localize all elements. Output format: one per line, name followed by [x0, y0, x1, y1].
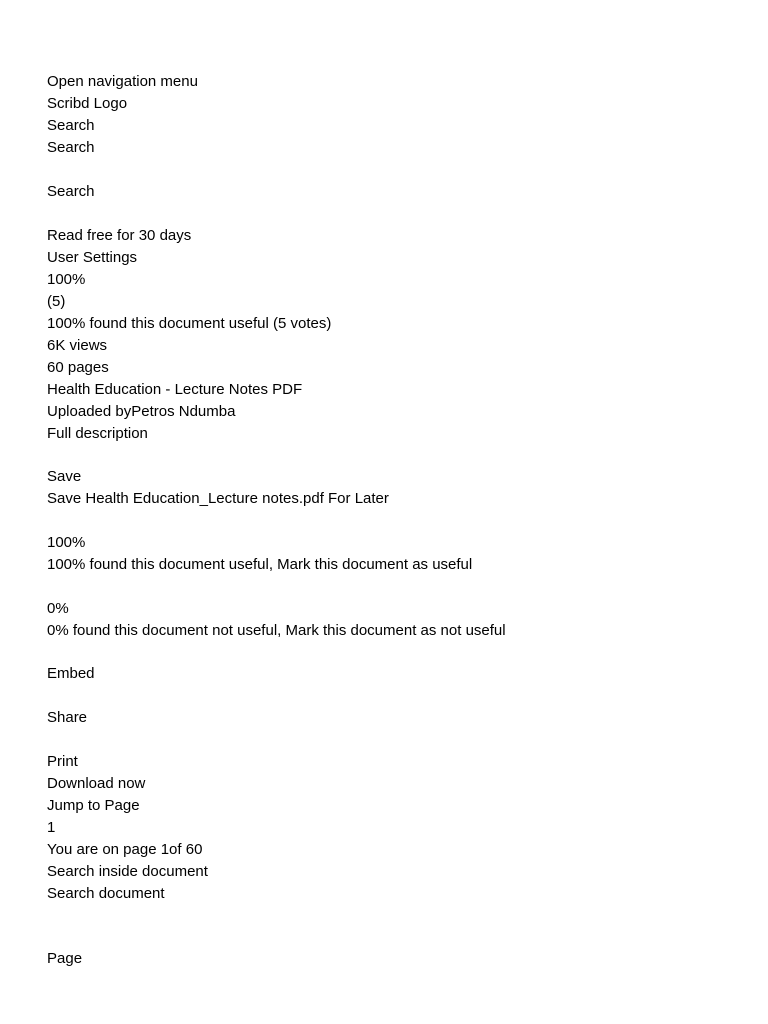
mark-useful-button[interactable]: 100% found this document useful, Mark this document as useful: [47, 556, 473, 573]
rating-percent: 100%: [47, 271, 86, 288]
save-for-later-label: Save Health Education_Lecture notes.pdf For Later: [47, 490, 389, 507]
download-button[interactable]: Download now: [47, 775, 146, 792]
jump-to-page-label: Jump to Page: [47, 797, 140, 814]
view-count: 6K views: [47, 337, 108, 354]
search-document-input[interactable]: Search document: [47, 885, 165, 902]
uploader-link[interactable]: Uploaded byPetros Ndumba: [47, 403, 236, 420]
user-settings-button[interactable]: User Settings: [47, 249, 138, 266]
not-useful-percent: 0%: [47, 600, 69, 617]
print-button[interactable]: Print: [47, 753, 78, 770]
search-inside-document-label: Search inside document: [47, 863, 208, 880]
rating-summary: 100% found this document useful (5 votes): [47, 315, 332, 332]
document-title: Health Education - Lecture Notes PDF: [47, 381, 303, 398]
full-description-button[interactable]: Full description: [47, 425, 148, 442]
rating-votes: (5): [47, 293, 66, 310]
page-label: Page: [47, 950, 83, 967]
page-position-text: You are on page 1of 60: [47, 841, 203, 858]
embed-button[interactable]: Embed: [47, 665, 95, 682]
share-button[interactable]: Share: [47, 709, 88, 726]
search-link[interactable]: Search: [47, 117, 95, 134]
page-number-input[interactable]: 1: [47, 819, 56, 836]
save-button[interactable]: Save: [47, 468, 82, 485]
scribd-logo[interactable]: Scribd Logo: [47, 95, 128, 112]
read-free-button[interactable]: Read free for 30 days: [47, 227, 192, 244]
useful-percent: 100%: [47, 534, 86, 551]
open-navigation-menu-button[interactable]: Open navigation menu: [47, 73, 198, 90]
mark-not-useful-button[interactable]: 0% found this document not useful, Mark this document as not useful: [47, 622, 506, 639]
page-count: 60 pages: [47, 359, 109, 376]
search-input[interactable]: Search: [47, 139, 95, 156]
search-button[interactable]: Search: [47, 183, 95, 200]
